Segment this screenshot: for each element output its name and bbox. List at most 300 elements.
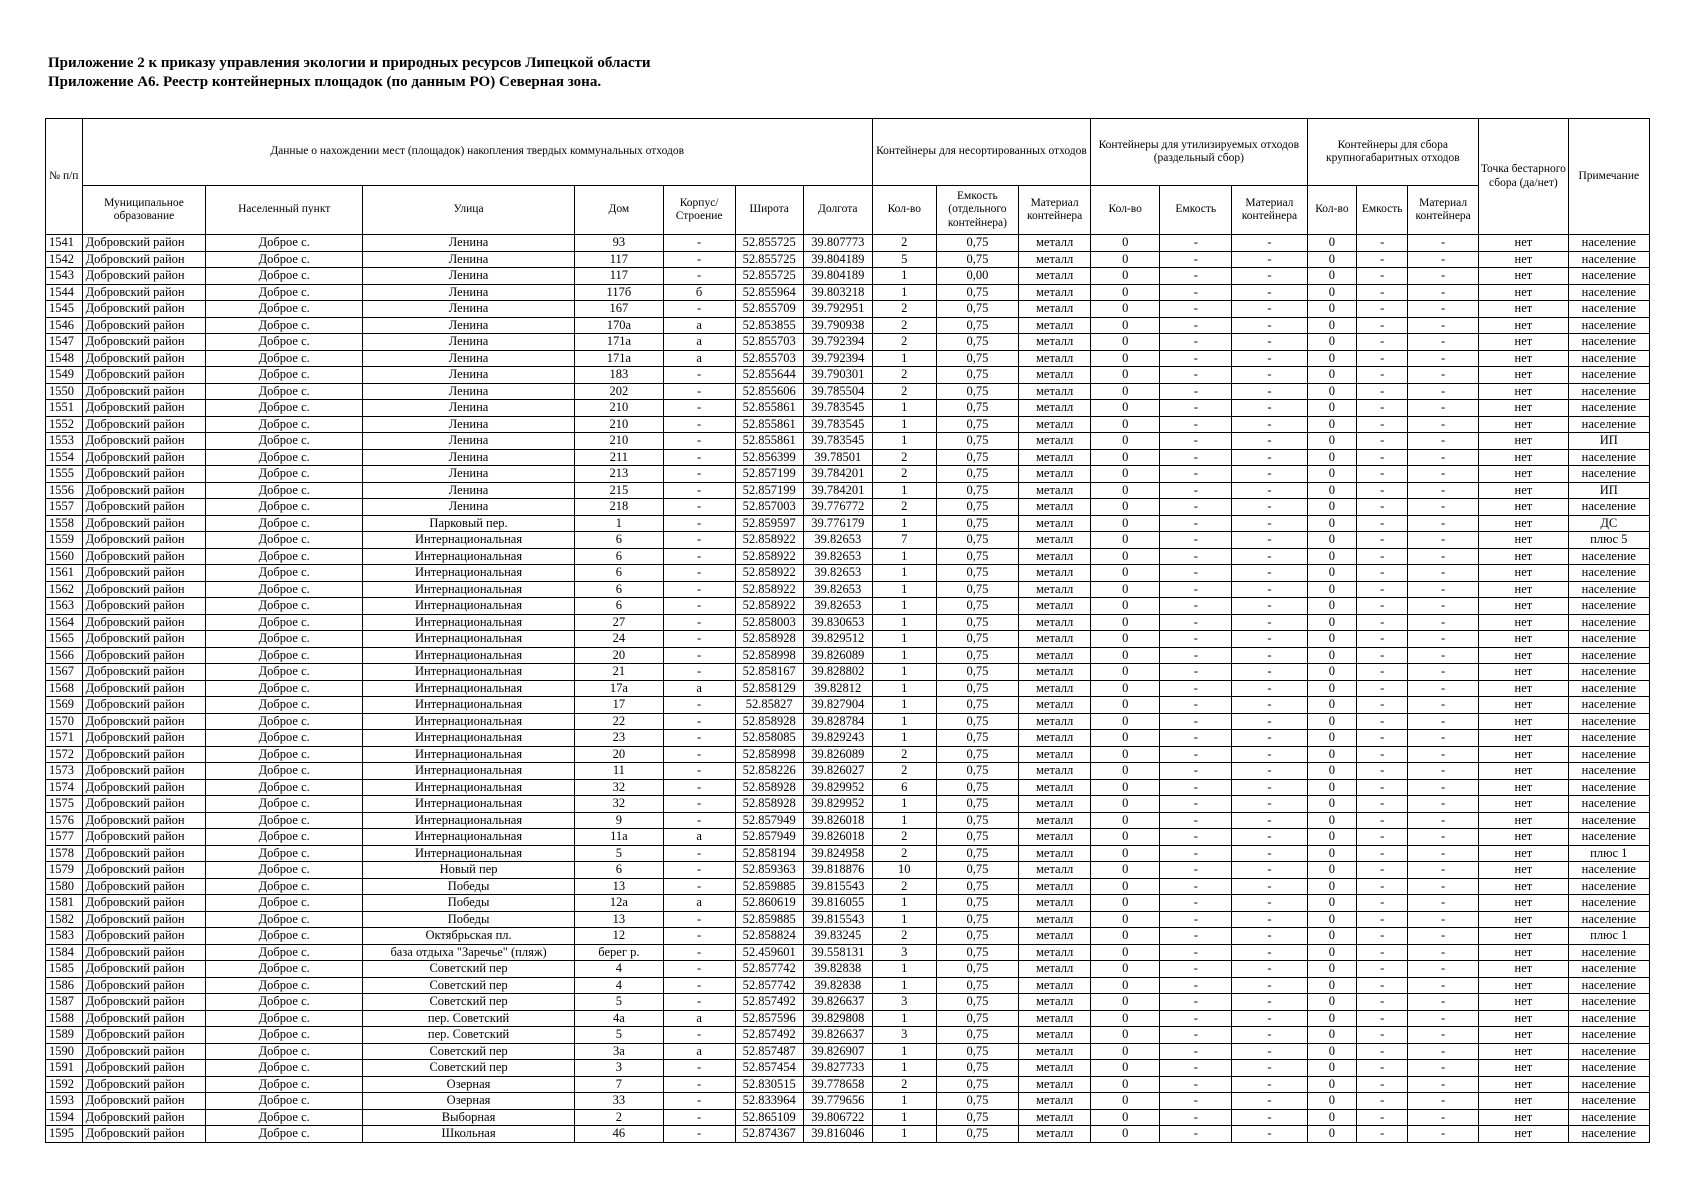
cell-unsorted-count: 1 — [872, 1060, 936, 1077]
cell-latitude: 52.858922 — [735, 581, 803, 598]
cell-latitude: 52.855861 — [735, 400, 803, 417]
cell-recyclable-count: 0 — [1091, 631, 1160, 648]
cell-bagless: нет — [1479, 647, 1568, 664]
cell-municipality: Добровский район — [82, 1010, 206, 1027]
cell-unsorted-count: 2 — [872, 235, 936, 252]
cell-recyclable-count: 0 — [1091, 697, 1160, 714]
cell-unsorted-capacity: 0,75 — [936, 1109, 1018, 1126]
cell-bagless: нет — [1479, 994, 1568, 1011]
cell-municipality: Добровский район — [82, 598, 206, 615]
cell-unsorted-capacity: 0,75 — [936, 829, 1018, 846]
cell-recyclable-capacity: - — [1160, 301, 1232, 318]
cell-bulky-count: 0 — [1307, 1010, 1357, 1027]
cell-recyclable-capacity: - — [1160, 466, 1232, 483]
cell-longitude: 39.806722 — [803, 1109, 872, 1126]
cell-recyclable-material: - — [1232, 928, 1307, 945]
cell-unsorted-capacity: 0,75 — [936, 548, 1018, 565]
cell-bagless: нет — [1479, 977, 1568, 994]
cell-settlement: Доброе с. — [206, 251, 362, 268]
cell-unsorted-material: металл — [1019, 251, 1091, 268]
cell-recyclable-material: - — [1232, 647, 1307, 664]
cell-street: Победы — [362, 895, 574, 912]
cell-street: Советский пер — [362, 1043, 574, 1060]
cell-latitude: 52.858922 — [735, 598, 803, 615]
cell-bulky-count: 0 — [1307, 466, 1357, 483]
cell-bulky-material: - — [1408, 284, 1479, 301]
cell-bagless: нет — [1479, 1126, 1568, 1143]
cell-street: пер. Советский — [362, 1027, 574, 1044]
cell-house: 12а — [575, 895, 663, 912]
cell-number: 1583 — [46, 928, 83, 945]
table-row — [46, 796, 1650, 813]
cell-bagless: нет — [1479, 284, 1568, 301]
cell-bulky-count: 0 — [1307, 664, 1357, 681]
cell-recyclable-material: - — [1232, 449, 1307, 466]
cell-recyclable-count: 0 — [1091, 895, 1160, 912]
cell-note: население — [1568, 697, 1649, 714]
cell-house: 46 — [575, 1126, 663, 1143]
cell-bulky-capacity: - — [1357, 1126, 1408, 1143]
cell-number: 1587 — [46, 994, 83, 1011]
table-row — [46, 1076, 1650, 1093]
cell-bulky-count: 0 — [1307, 713, 1357, 730]
cell-unsorted-capacity: 0,75 — [936, 598, 1018, 615]
cell-recyclable-count: 0 — [1091, 812, 1160, 829]
cell-settlement: Доброе с. — [206, 845, 362, 862]
cell-recyclable-count: 0 — [1091, 1109, 1160, 1126]
cell-municipality: Добровский район — [82, 895, 206, 912]
cell-street: Ленина — [362, 416, 574, 433]
cell-unsorted-material: металл — [1019, 268, 1091, 285]
cell-recyclable-material: - — [1232, 367, 1307, 384]
cell-municipality: Добровский район — [82, 730, 206, 747]
cell-unsorted-count: 1 — [872, 895, 936, 912]
cell-longitude: 39.792394 — [803, 334, 872, 351]
cell-note: население — [1568, 812, 1649, 829]
cell-bulky-capacity: - — [1357, 763, 1408, 780]
cell-bulky-material: - — [1408, 383, 1479, 400]
cell-municipality: Добровский район — [82, 499, 206, 516]
cell-recyclable-capacity: - — [1160, 796, 1232, 813]
cell-settlement: Доброе с. — [206, 1060, 362, 1077]
cell-number: 1555 — [46, 466, 83, 483]
cell-unsorted-material: металл — [1019, 944, 1091, 961]
cell-bulky-count: 0 — [1307, 1076, 1357, 1093]
cell-building: а — [663, 895, 735, 912]
cell-recyclable-count: 0 — [1091, 878, 1160, 895]
cell-building: - — [663, 878, 735, 895]
cell-building: - — [663, 796, 735, 813]
cell-settlement: Доброе с. — [206, 284, 362, 301]
cell-bulky-count: 0 — [1307, 400, 1357, 417]
cell-unsorted-capacity: 0,75 — [936, 845, 1018, 862]
cell-bulky-material: - — [1408, 400, 1479, 417]
cell-number: 1549 — [46, 367, 83, 384]
cell-municipality: Добровский район — [82, 977, 206, 994]
cell-number: 1594 — [46, 1109, 83, 1126]
cell-bulky-count: 0 — [1307, 416, 1357, 433]
cell-longitude: 39.783545 — [803, 400, 872, 417]
cell-bulky-count: 0 — [1307, 433, 1357, 450]
cell-municipality: Добровский район — [82, 581, 206, 598]
cell-number: 1581 — [46, 895, 83, 912]
cell-unsorted-material: металл — [1019, 614, 1091, 631]
cell-recyclable-capacity: - — [1160, 713, 1232, 730]
cell-unsorted-capacity: 0,75 — [936, 565, 1018, 582]
cell-bulky-capacity: - — [1357, 383, 1408, 400]
cell-recyclable-material: - — [1232, 598, 1307, 615]
cell-bagless: нет — [1479, 796, 1568, 813]
cell-recyclable-material: - — [1232, 284, 1307, 301]
cell-recyclable-material: - — [1232, 482, 1307, 499]
header-unsorted-group: Контейнеры для несортированных отходов — [872, 119, 1090, 186]
cell-recyclable-capacity: - — [1160, 1010, 1232, 1027]
table-row — [46, 994, 1650, 1011]
cell-unsorted-count: 1 — [872, 977, 936, 994]
cell-latitude: 52.858003 — [735, 614, 803, 631]
cell-bulky-capacity: - — [1357, 515, 1408, 532]
cell-bagless: нет — [1479, 746, 1568, 763]
cell-unsorted-count: 3 — [872, 1027, 936, 1044]
cell-unsorted-capacity: 0,75 — [936, 961, 1018, 978]
cell-building: - — [663, 862, 735, 879]
cell-building: - — [663, 449, 735, 466]
cell-recyclable-capacity: - — [1160, 499, 1232, 516]
cell-recyclable-count: 0 — [1091, 614, 1160, 631]
cell-bulky-material: - — [1408, 433, 1479, 450]
cell-settlement: Доброе с. — [206, 928, 362, 945]
cell-building: - — [663, 565, 735, 582]
cell-street: Озерная — [362, 1076, 574, 1093]
cell-note: население — [1568, 1109, 1649, 1126]
table-row — [46, 268, 1650, 285]
cell-bulky-capacity: - — [1357, 746, 1408, 763]
cell-bulky-count: 0 — [1307, 268, 1357, 285]
cell-municipality: Добровский район — [82, 1093, 206, 1110]
cell-recyclable-count: 0 — [1091, 911, 1160, 928]
cell-street: Новый пер — [362, 862, 574, 879]
cell-unsorted-capacity: 0,75 — [936, 1076, 1018, 1093]
cell-bulky-count: 0 — [1307, 944, 1357, 961]
cell-settlement: Доброе с. — [206, 301, 362, 318]
cell-bulky-capacity: - — [1357, 1109, 1408, 1126]
cell-bulky-count: 0 — [1307, 515, 1357, 532]
cell-recyclable-material: - — [1232, 878, 1307, 895]
cell-building: - — [663, 845, 735, 862]
cell-number: 1543 — [46, 268, 83, 285]
cell-number: 1542 — [46, 251, 83, 268]
header-note: Примечание — [1568, 119, 1649, 235]
cell-unsorted-capacity: 0,75 — [936, 433, 1018, 450]
cell-settlement: Доброе с. — [206, 350, 362, 367]
cell-unsorted-capacity: 0,75 — [936, 449, 1018, 466]
table-row — [46, 944, 1650, 961]
cell-house: 5 — [575, 845, 663, 862]
cell-building: - — [663, 1060, 735, 1077]
cell-longitude: 39.78501 — [803, 449, 872, 466]
cell-unsorted-material: металл — [1019, 845, 1091, 862]
cell-recyclable-count: 0 — [1091, 1043, 1160, 1060]
cell-settlement: Доброе с. — [206, 895, 362, 912]
cell-settlement: Доброе с. — [206, 565, 362, 582]
cell-unsorted-count: 2 — [872, 383, 936, 400]
cell-building: - — [663, 631, 735, 648]
cell-recyclable-count: 0 — [1091, 317, 1160, 334]
cell-note: население — [1568, 746, 1649, 763]
cell-recyclable-capacity: - — [1160, 532, 1232, 549]
cell-latitude: 52.857003 — [735, 499, 803, 516]
cell-unsorted-material: металл — [1019, 928, 1091, 945]
cell-unsorted-material: металл — [1019, 1027, 1091, 1044]
cell-recyclable-material: - — [1232, 944, 1307, 961]
cell-latitude: 52.874367 — [735, 1126, 803, 1143]
cell-house: 210 — [575, 400, 663, 417]
cell-recyclable-material: - — [1232, 334, 1307, 351]
cell-note: население — [1568, 977, 1649, 994]
cell-bagless: нет — [1479, 1093, 1568, 1110]
cell-recyclable-capacity: - — [1160, 581, 1232, 598]
cell-bulky-capacity: - — [1357, 449, 1408, 466]
cell-municipality: Добровский район — [82, 878, 206, 895]
cell-latitude: 52.855861 — [735, 416, 803, 433]
cell-bulky-material: - — [1408, 812, 1479, 829]
cell-bulky-count: 0 — [1307, 334, 1357, 351]
cell-building: - — [663, 482, 735, 499]
cell-recyclable-material: - — [1232, 631, 1307, 648]
cell-unsorted-material: металл — [1019, 664, 1091, 681]
cell-unsorted-capacity: 0,75 — [936, 730, 1018, 747]
cell-bulky-count: 0 — [1307, 284, 1357, 301]
cell-longitude: 39.815543 — [803, 911, 872, 928]
cell-building: а — [663, 350, 735, 367]
cell-recyclable-capacity: - — [1160, 1076, 1232, 1093]
cell-longitude: 39.829512 — [803, 631, 872, 648]
cell-longitude: 39.826907 — [803, 1043, 872, 1060]
cell-unsorted-count: 2 — [872, 317, 936, 334]
cell-house: 9 — [575, 812, 663, 829]
cell-bulky-material: - — [1408, 763, 1479, 780]
cell-bulky-capacity: - — [1357, 317, 1408, 334]
cell-bulky-count: 0 — [1307, 301, 1357, 318]
cell-bulky-material: - — [1408, 746, 1479, 763]
cell-street: Интернациональная — [362, 565, 574, 582]
cell-bagless: нет — [1479, 878, 1568, 895]
cell-note: население — [1568, 334, 1649, 351]
cell-recyclable-material: - — [1232, 1126, 1307, 1143]
cell-municipality: Добровский район — [82, 235, 206, 252]
cell-recyclable-capacity: - — [1160, 334, 1232, 351]
cell-unsorted-count: 1 — [872, 350, 936, 367]
cell-municipality: Добровский район — [82, 1109, 206, 1126]
cell-building: - — [663, 779, 735, 796]
cell-settlement: Доброе с. — [206, 878, 362, 895]
cell-recyclable-capacity: - — [1160, 697, 1232, 714]
cell-municipality: Добровский район — [82, 944, 206, 961]
cell-bulky-capacity: - — [1357, 680, 1408, 697]
cell-house: 171а — [575, 334, 663, 351]
cell-bulky-material: - — [1408, 961, 1479, 978]
cell-longitude: 39.82653 — [803, 581, 872, 598]
cell-settlement: Доброе с. — [206, 235, 362, 252]
cell-recyclable-count: 0 — [1091, 548, 1160, 565]
cell-bulky-material: - — [1408, 977, 1479, 994]
cell-bulky-count: 0 — [1307, 1126, 1357, 1143]
cell-unsorted-capacity: 0,75 — [936, 235, 1018, 252]
cell-unsorted-capacity: 0,75 — [936, 301, 1018, 318]
cell-bagless: нет — [1479, 928, 1568, 945]
cell-unsorted-count: 1 — [872, 548, 936, 565]
cell-longitude: 39.784201 — [803, 482, 872, 499]
cell-municipality: Добровский район — [82, 1076, 206, 1093]
cell-recyclable-material: - — [1232, 548, 1307, 565]
cell-recyclable-capacity: - — [1160, 433, 1232, 450]
cell-municipality: Добровский район — [82, 482, 206, 499]
header-bulky-count: Кол-во — [1307, 186, 1357, 235]
cell-bulky-capacity: - — [1357, 1010, 1408, 1027]
cell-note: население — [1568, 614, 1649, 631]
cell-bulky-count: 0 — [1307, 763, 1357, 780]
cell-latitude: 52.857199 — [735, 466, 803, 483]
cell-unsorted-material: металл — [1019, 1010, 1091, 1027]
cell-longitude: 39.778658 — [803, 1076, 872, 1093]
cell-bulky-count: 0 — [1307, 367, 1357, 384]
cell-recyclable-count: 0 — [1091, 433, 1160, 450]
cell-bagless: нет — [1479, 614, 1568, 631]
cell-recyclable-material: - — [1232, 1010, 1307, 1027]
cell-bagless: нет — [1479, 499, 1568, 516]
cell-number: 1548 — [46, 350, 83, 367]
cell-longitude: 39.829243 — [803, 730, 872, 747]
cell-recyclable-material: - — [1232, 961, 1307, 978]
cell-number: 1541 — [46, 235, 83, 252]
cell-longitude: 39.826637 — [803, 1027, 872, 1044]
cell-number: 1570 — [46, 713, 83, 730]
cell-latitude: 52.859363 — [735, 862, 803, 879]
cell-longitude: 39.82653 — [803, 532, 872, 549]
cell-street: Озерная — [362, 1093, 574, 1110]
cell-bulky-material: - — [1408, 598, 1479, 615]
cell-bulky-count: 0 — [1307, 1093, 1357, 1110]
cell-number: 1563 — [46, 598, 83, 615]
cell-street: Интернациональная — [362, 598, 574, 615]
cell-unsorted-capacity: 0,75 — [936, 614, 1018, 631]
table-row — [46, 400, 1650, 417]
cell-longitude: 39.803218 — [803, 284, 872, 301]
cell-recyclable-count: 0 — [1091, 1010, 1160, 1027]
header-bulky-material: Материал контейнера — [1408, 186, 1479, 235]
cell-number: 1580 — [46, 878, 83, 895]
cell-recyclable-count: 0 — [1091, 334, 1160, 351]
cell-note: население — [1568, 911, 1649, 928]
cell-house: 183 — [575, 367, 663, 384]
cell-latitude: 52.860619 — [735, 895, 803, 912]
cell-unsorted-count: 5 — [872, 251, 936, 268]
cell-bagless: нет — [1479, 317, 1568, 334]
cell-house: 23 — [575, 730, 663, 747]
cell-bulky-count: 0 — [1307, 383, 1357, 400]
cell-latitude: 52.459601 — [735, 944, 803, 961]
cell-unsorted-count: 2 — [872, 367, 936, 384]
cell-recyclable-material: - — [1232, 317, 1307, 334]
table-row — [46, 515, 1650, 532]
cell-municipality: Добровский район — [82, 334, 206, 351]
cell-municipality: Добровский район — [82, 1027, 206, 1044]
cell-unsorted-count: 3 — [872, 994, 936, 1011]
cell-recyclable-material: - — [1232, 994, 1307, 1011]
cell-settlement: Доброе с. — [206, 268, 362, 285]
cell-latitude: 52.833964 — [735, 1093, 803, 1110]
cell-street: пер. Советский — [362, 1010, 574, 1027]
cell-number: 1565 — [46, 631, 83, 648]
cell-house: 213 — [575, 466, 663, 483]
cell-unsorted-material: металл — [1019, 977, 1091, 994]
cell-municipality: Добровский район — [82, 1043, 206, 1060]
cell-municipality: Добровский район — [82, 928, 206, 945]
cell-note: население — [1568, 449, 1649, 466]
cell-unsorted-material: металл — [1019, 317, 1091, 334]
cell-house: 218 — [575, 499, 663, 516]
cell-settlement: Доброе с. — [206, 664, 362, 681]
cell-bulky-material: - — [1408, 911, 1479, 928]
cell-municipality: Добровский район — [82, 961, 206, 978]
cell-bulky-material: - — [1408, 301, 1479, 318]
cell-street: Победы — [362, 878, 574, 895]
cell-latitude: 52.858922 — [735, 565, 803, 582]
cell-longitude: 39.826018 — [803, 829, 872, 846]
table-row — [46, 317, 1650, 334]
cell-recyclable-material: - — [1232, 1076, 1307, 1093]
cell-street: Ленина — [362, 367, 574, 384]
cell-bagless: нет — [1479, 895, 1568, 912]
table-row — [46, 911, 1650, 928]
cell-longitude: 39.785504 — [803, 383, 872, 400]
cell-unsorted-material: металл — [1019, 829, 1091, 846]
cell-recyclable-material: - — [1232, 235, 1307, 252]
cell-recyclable-count: 0 — [1091, 994, 1160, 1011]
cell-municipality: Добровский район — [82, 829, 206, 846]
cell-longitude: 39.826027 — [803, 763, 872, 780]
document-title-line-2: Приложение А6. Реестр контейнерных площадок (по данным РО) Северная зона. — [48, 74, 602, 90]
cell-bulky-material: - — [1408, 845, 1479, 862]
cell-recyclable-capacity: - — [1160, 845, 1232, 862]
cell-note: население — [1568, 1010, 1649, 1027]
cell-recyclable-material: - — [1232, 383, 1307, 400]
cell-note: население — [1568, 994, 1649, 1011]
cell-bulky-count: 0 — [1307, 961, 1357, 978]
cell-unsorted-material: металл — [1019, 746, 1091, 763]
cell-longitude: 39.818876 — [803, 862, 872, 879]
cell-recyclable-count: 0 — [1091, 581, 1160, 598]
cell-unsorted-capacity: 0,75 — [936, 994, 1018, 1011]
cell-bulky-count: 0 — [1307, 895, 1357, 912]
cell-house: 13 — [575, 911, 663, 928]
cell-settlement: Доброе с. — [206, 515, 362, 532]
cell-unsorted-count: 2 — [872, 466, 936, 483]
cell-note: население — [1568, 961, 1649, 978]
cell-recyclable-material: - — [1232, 565, 1307, 582]
cell-number: 1590 — [46, 1043, 83, 1060]
cell-unsorted-material: металл — [1019, 367, 1091, 384]
cell-longitude: 39.790938 — [803, 317, 872, 334]
cell-bagless: нет — [1479, 350, 1568, 367]
cell-latitude: 52.858194 — [735, 845, 803, 862]
table-row — [46, 1109, 1650, 1126]
cell-settlement: Доброе с. — [206, 680, 362, 697]
cell-municipality: Добровский район — [82, 631, 206, 648]
cell-bagless: нет — [1479, 779, 1568, 796]
cell-longitude: 39.824958 — [803, 845, 872, 862]
cell-latitude: 52.857742 — [735, 961, 803, 978]
